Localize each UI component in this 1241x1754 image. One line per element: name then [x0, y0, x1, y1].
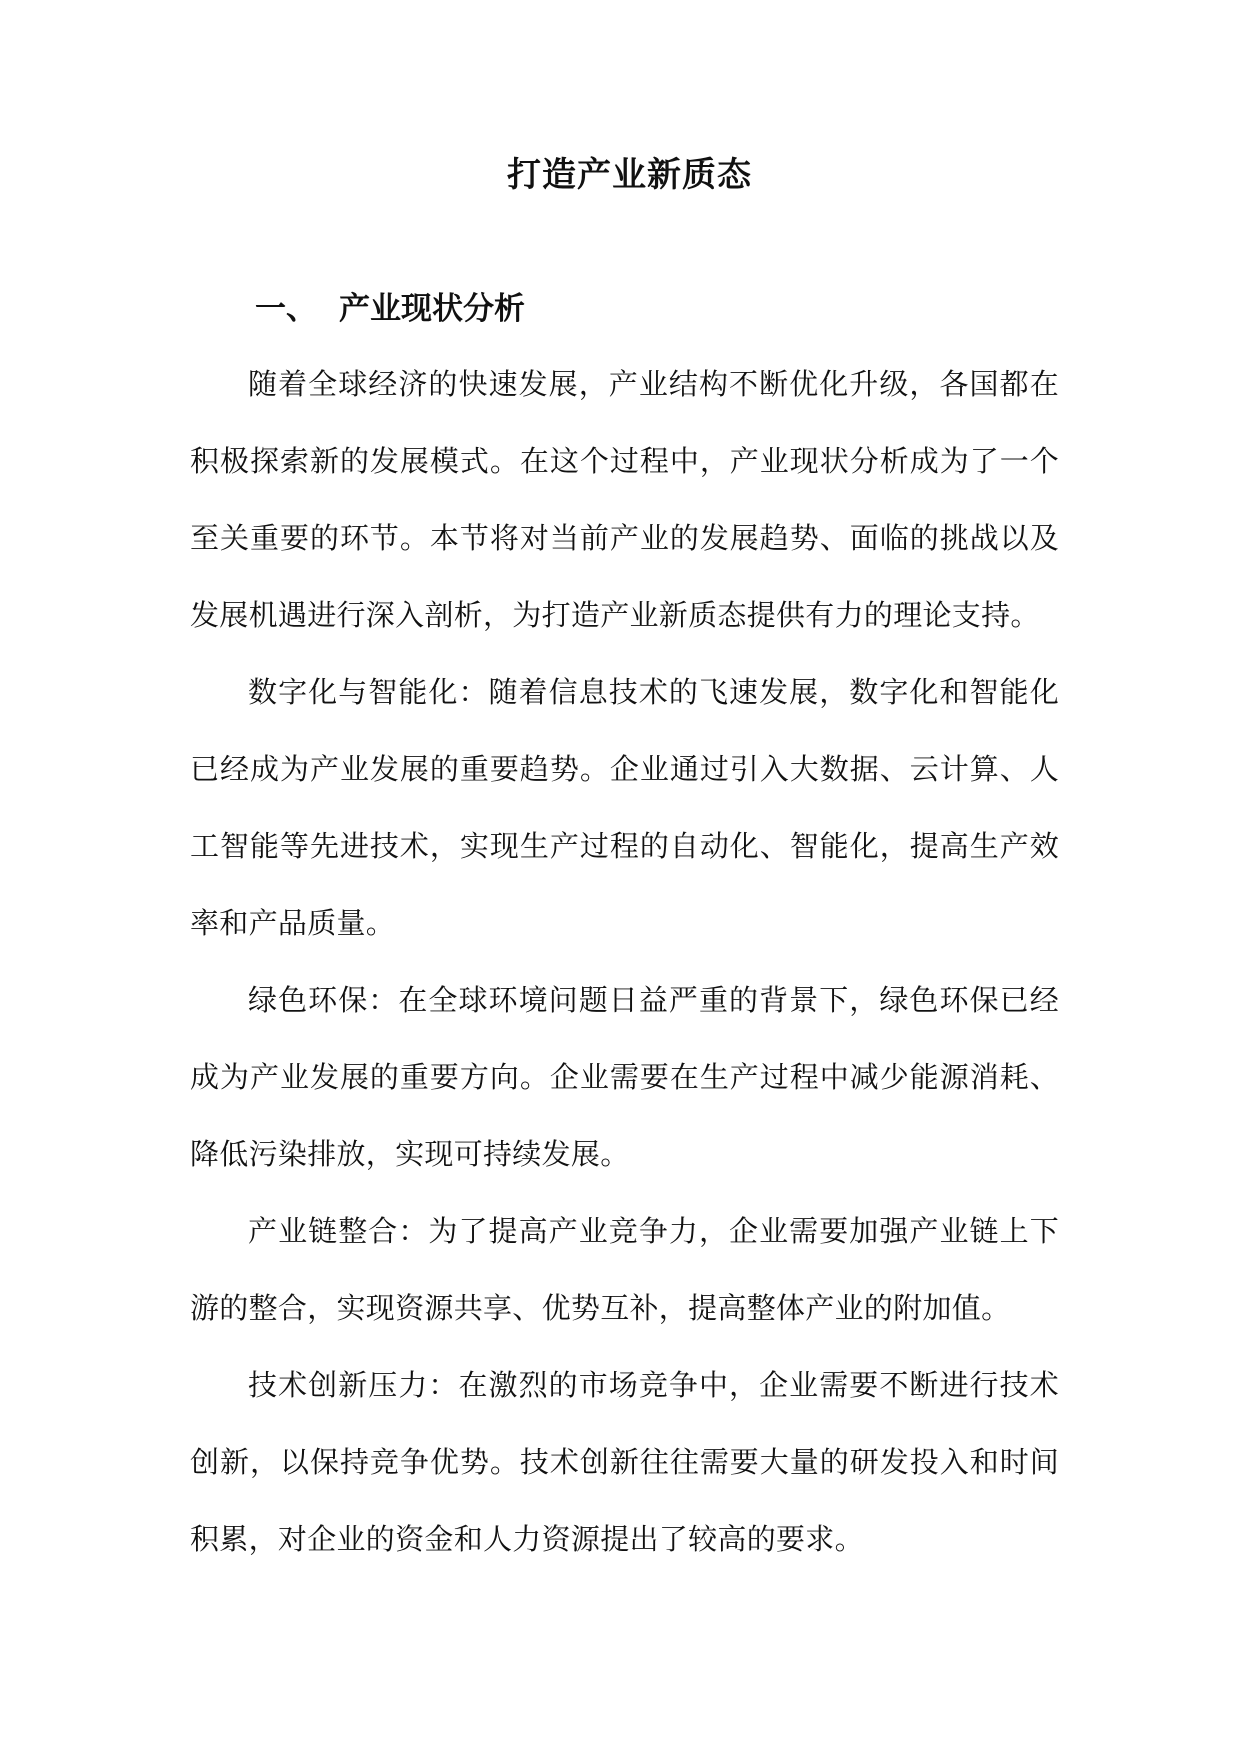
section-number: 一、	[255, 291, 317, 327]
paragraph-green: 绿色环保：在全球环境问题日益严重的背景下，绿色环保已经成为产业发展的重要方向。企业需要在生产过程中减少能源消耗、降低污染排放，实现可持续发展。	[190, 983, 1059, 1171]
section-heading-text: 产业现状分析	[339, 291, 525, 327]
section-heading	[190, 274, 1059, 344]
paragraph-intro: 随着全球经济的快速发展，产业结构不断优化升级，各国都在积极探索新的发展模式。在这个过程中，产业现状分析成为了一个至关重要的环节。本节将对当前产业的发展趋势、面临的挑战以及发展机遇进行深入剖析，为打造产业新质态提供有力的理论支持。	[190, 367, 1059, 632]
paragraph-innovation-pressure: 技术创新压力：在激烈的市场竞争中，企业需要不断进行技术创新，以保持竞争优势。技术创新往往需要大量的研发投入和时间积累，对企业的资金和人力资源提出了较高的要求。	[190, 1368, 1059, 1556]
document-title: 打造产业新质态	[507, 155, 752, 195]
paragraph-chain-integration: 产业链整合：为了提高产业竞争力，企业需要加强产业链上下游的整合，实现资源共享、优势互补，提高整体产业的附加值。	[190, 1214, 1059, 1325]
paragraph-digitalization: 数字化与智能化：随着信息技术的飞速发展，数字化和智能化已经成为产业发展的重要趋势。企业通过引入大数据、云计算、人工智能等先进技术，实现生产过程的自动化、智能化，提高生产效率和产品质量。	[190, 675, 1059, 940]
